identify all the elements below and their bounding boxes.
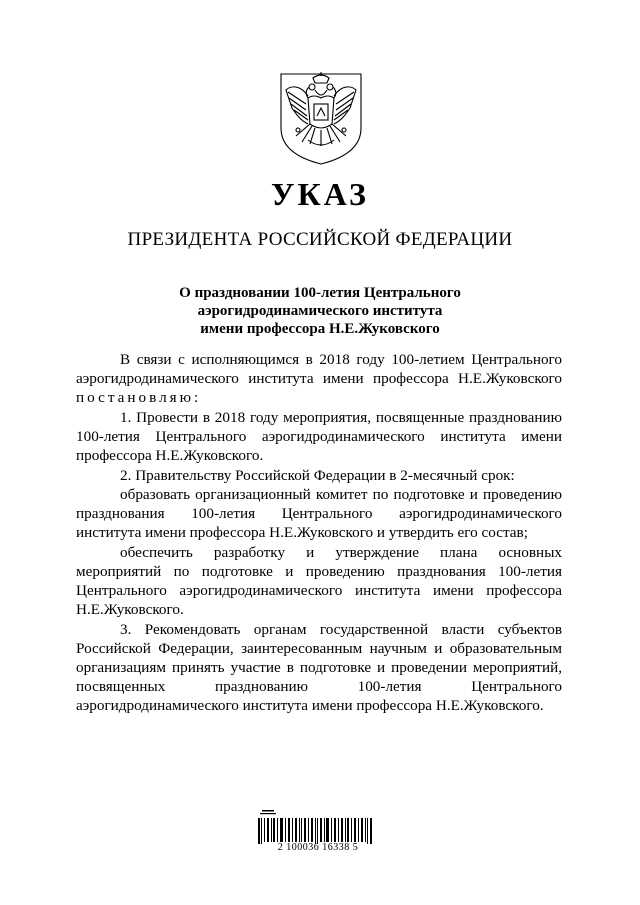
body-paragraph: 1. Провести в 2018 году мероприятия, посвященные празднованию 100-летия Центрального аэрогидродинамического института имени профессора Н.Е.Жуковского.	[76, 408, 562, 464]
decree-title-line: аэрогидродинамического института	[197, 303, 443, 319]
body-paragraph: 2. Правительству Российской Федерации в 2-месячный срок:	[120, 466, 515, 484]
preamble-colon: :	[194, 389, 199, 407]
document-heading: УКАЗ	[271, 176, 369, 212]
decree-verb: постановляю	[76, 389, 195, 407]
decree-title-line: имени профессора Н.Е.Жуковского	[200, 321, 440, 337]
body-paragraph	[76, 350, 562, 407]
barcode-number: 2 100036 16338 5	[277, 842, 359, 853]
body-paragraph: 3. Рекомендовать органам государственной власти субъектов Российской Федерации, заинтересованным научным и образовательным организациям принять участие в подготовке и проведении мероприятий, посвященных празднованию 100-летия Центрального аэрогидродинамического института имени профессора Н.Е.Жуковского.	[76, 620, 562, 715]
body-paragraph: обеспечить разработку и утверждение плана основных мероприятий по подготовке и проведению празднования 100-летия Центрального аэрогидродинамического института имени профессора Н.Е.Жуковского.	[76, 543, 562, 619]
decree-title	[0, 284, 640, 338]
body-paragraph: образовать организационный комитет по подготовке и проведению празднования 100-летия Центрального аэрогидродинамического института имени профессора Н.Е.Жуковского и утвердить его состав;	[76, 486, 562, 542]
document-subheading: ПРЕЗИДЕНТА РОССИЙСКОЙ ФЕДЕРАЦИИ	[127, 229, 513, 250]
coat-of-arms-icon	[278, 70, 364, 166]
decree-title-line: О праздновании 100-летия Центрального	[179, 285, 461, 301]
decree-body	[76, 350, 562, 716]
preamble-text: В связи с исполняющимся в 2018 году 100-летием Центрального аэрогидродинамического института имени профессора Н.Е.Жуковского	[76, 351, 562, 388]
